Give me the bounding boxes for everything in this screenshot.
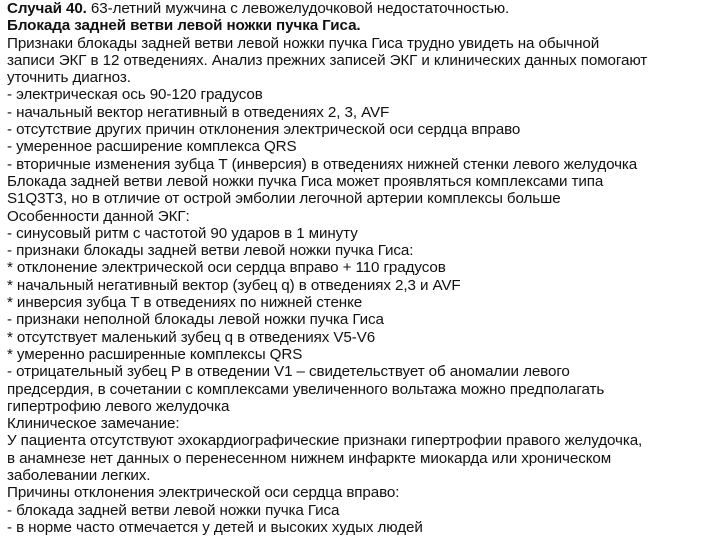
text-line: - признаки блокады задней ветви левой ножки пучка Гиса: (7, 242, 414, 260)
text-line: - в норме часто отмечается у детей и высоких худых людей (7, 518, 423, 536)
text-line: - отрицательный зубец Р в отведении V1 – свидетельствует об аномалии левого (7, 363, 570, 381)
text-line: - электрическая ось 90-120 градусов (7, 86, 263, 104)
text-line: заболевании легких. (7, 467, 151, 485)
case-heading (7, 0, 713, 17)
text-line: Клиническое замечание: (7, 415, 180, 433)
text-line: Блокада задней ветви левой ножки пучка Гиса может проявляться комплексами типа (7, 172, 604, 190)
text-line: гипертрофию левого желудочка (7, 397, 230, 415)
text-line: Особенности данной ЭКГ: (7, 207, 190, 225)
text-line: У пациента отсутствуют эхокардиографические признаки гипертрофии правого желудочка, (7, 432, 643, 450)
text-line: предсердия, в сочетании с комплексами увеличенного вольтажа можно предполагать (7, 380, 605, 398)
document-text (7, 0, 713, 536)
text-line: - начальный вектор негативный в отведениях 2, 3, AVF (7, 103, 390, 121)
text-line: - блокада задней ветви левой ножки пучка Гиса (7, 501, 340, 519)
text-line: в анамнезе нет данных о перенесенном нижнем инфаркте миокарда или хроническом (7, 449, 612, 467)
case-description: 63-летний мужчина с левожелудочковой недостаточностью. (86, 0, 510, 17)
text-line: записи ЭКГ в 12 отведениях. Анализ прежних записей ЭКГ и клинических данных помогают (7, 51, 648, 69)
text-line: - признаки неполной блокады левой ножки пучка Гиса (7, 311, 384, 329)
text-line: Причины отклонения электрической оси сердца вправо: (7, 484, 400, 502)
text-line: Признаки блокады задней ветви левой ножки пучка Гиса трудно увидеть на обычной (7, 34, 600, 52)
text-line: * начальный негативный вектор (зубец q) в отведениях 2,3 и AVF (7, 276, 461, 294)
text-line: S1Q3T3, но в отличие от острой эмболии легочной артерии комплексы больше (7, 190, 561, 208)
text-line: уточнить диагноз. (7, 69, 131, 87)
case-label: Случай 40. (7, 0, 87, 17)
diagnosis-heading: Блокада задней ветви левой ножки пучка Гиса. (7, 17, 361, 35)
text-line: - синусовый ритм с частотой 90 ударов в 1 минуту (7, 224, 358, 242)
text-line: * умеренно расширенные комплексы QRS (7, 345, 303, 363)
text-line: - умеренное расширение комплекса QRS (7, 138, 297, 156)
text-line: - вторичные изменения зубца Т (инверсия) в отведениях нижней стенки левого желудочка (7, 155, 638, 173)
text-line: * отсутствует маленький зубец q в отведениях V5-V6 (7, 328, 376, 346)
text-line: - отсутствие других причин отклонения электрической оси сердца вправо (7, 121, 521, 139)
text-line: * отклонение электрической оси сердца вправо + 110 градусов (7, 259, 446, 277)
text-line: * инверсия зубца Т в отведениях по нижней стенке (7, 294, 363, 312)
